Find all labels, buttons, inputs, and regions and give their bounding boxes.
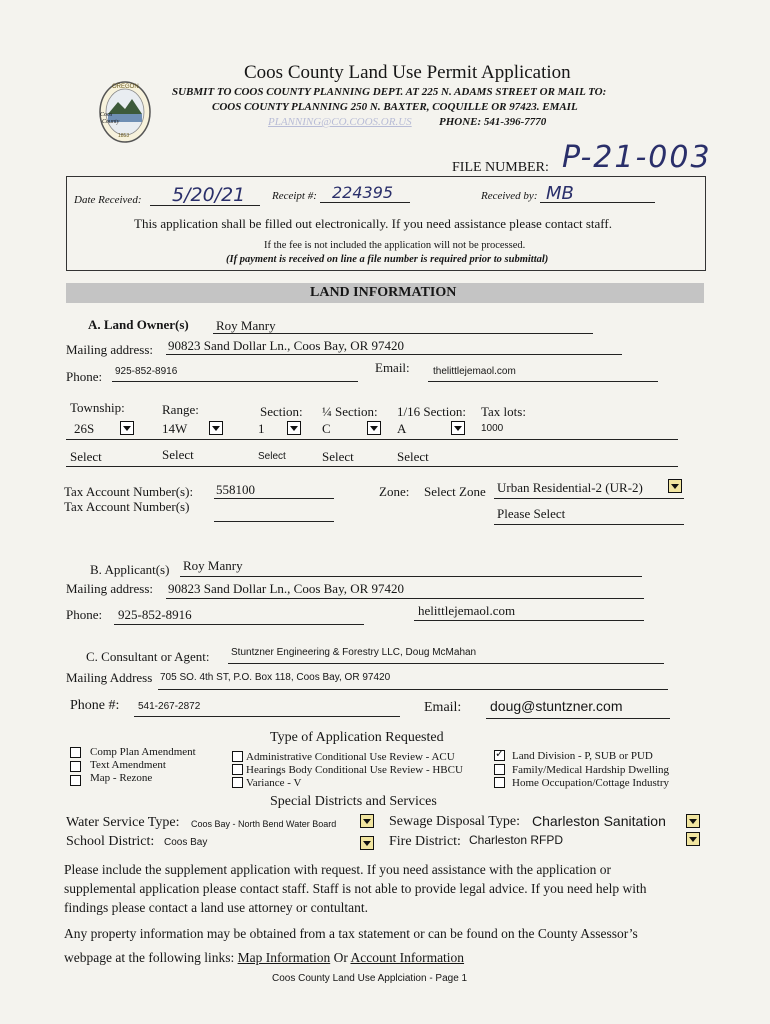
zone-please-select[interactable]: Please Select [497,506,566,521]
seal-mid-text-2: County [102,119,120,125]
map-rezone-label: Map - Rezone [90,772,153,784]
consultant-mailing-value[interactable]: 705 SO. 4th ST, P.O. Box 118, Coos Bay, OR 97420 [160,672,391,683]
zone-value[interactable]: Urban Residential-2 (UR-2) [497,480,643,495]
select-row-line [66,466,678,467]
seal-mid-text-1: Coos [100,112,113,118]
acu-label: Administrative Conditional Use Review - ACU [246,751,455,763]
applicant-name[interactable]: Roy Manry [183,558,243,573]
tax-account-line-2 [214,521,334,522]
phone-line: PHONE: 541-396-7770 [439,116,547,128]
consultant-email-label: Email: [424,700,462,715]
links-line [64,950,464,966]
variance-checkbox[interactable] [232,777,243,788]
applicant-mailing-value[interactable]: 90823 Sand Dollar Ln., Coos Bay, OR 97420 [168,581,405,596]
acu-checkbox[interactable] [232,751,243,762]
applicant-email-value[interactable]: helittlejemaol.com [418,603,516,618]
owner-email-value[interactable]: thelittlejemaol.com [433,366,516,377]
owner-mailing-value[interactable]: 90823 Sand Dollar Ln., Coos Bay, OR 97420 [168,338,405,353]
fire-district-dropdown[interactable] [686,832,700,846]
submit-line-1: SUBMIT TO COOS COUNTY PLANNING DEPT. AT 225 N. ADAMS STREET OR MAIL TO: [172,86,607,98]
tax-account-label-1: Tax Account Number(s): [64,484,194,499]
location-row-line [66,439,678,440]
account-information-link[interactable]: Account Information [350,950,465,965]
range-value[interactable]: 14W [162,421,188,436]
page-title: Coos County Land Use Permit Application [244,62,571,83]
quarter-section-dropdown[interactable] [367,421,381,435]
checkmark-icon: ✓ [495,747,505,760]
fee-note: If the fee is not included the application will not be processed. [264,240,526,251]
owner-email-label: Email: [375,360,410,375]
map-rezone-checkbox[interactable] [70,775,81,786]
sewage-label: Sewage Disposal Type: [389,814,520,829]
land-owner-name[interactable]: Roy Manry [216,318,276,333]
tax-lots-label: Tax lots: [481,404,526,419]
school-district-label: School District: [66,834,155,849]
range-label: Range: [162,402,199,417]
land-division-checkbox[interactable] [494,747,505,761]
zone-dropdown[interactable] [668,479,682,493]
hbcu-checkbox[interactable] [232,764,243,775]
map-information-link[interactable]: Map Information [237,950,331,965]
received-by-label: Received by: [481,190,538,202]
consultant-phone-label: Phone #: [70,698,120,713]
zone-please-line [494,524,684,525]
sewage-value[interactable]: Charleston Sanitation [532,813,666,829]
file-number-value: P-21-003 [562,140,712,175]
consultant-mailing-label: Mailing Address [66,670,153,685]
applicant-email-line [414,620,644,621]
sixteenth-section-value[interactable]: A [397,421,407,436]
zone-value-line [494,498,684,499]
owner-mailing-label: Mailing address: [66,342,154,357]
fire-district-value[interactable]: Charleston RFPD [469,833,564,847]
receipt-value: 224395 [332,183,394,202]
file-number-label: FILE NUMBER: [452,160,549,175]
water-service-label: Water Service Type: [66,815,180,830]
electronic-notice: This application shall be filled out electronically. If you need assistance please contact staff. [134,216,612,231]
applicant-label: B. Applicant(s) [90,562,170,577]
text-amendment-checkbox[interactable] [70,761,81,772]
county-seal [98,80,152,144]
applicant-mailing-line [166,598,644,599]
hardship-dwelling-label: Family/Medical Hardship Dwelling [512,764,670,776]
applicant-phone-value[interactable]: 925-852-8916 [118,607,192,622]
consultant-email-value[interactable]: doug@stuntzner.com [490,698,623,714]
receipt-label: Receipt #: [272,190,317,202]
owner-email-line [428,381,658,382]
sixteenth-section-label: 1/16 Section: [397,404,466,419]
section-label: Section: [260,404,303,419]
page-footer: Coos County Land Use Applciation - Page 1 [272,973,468,984]
consultant-phone-value[interactable]: 541-267-2872 [138,701,201,712]
home-occupation-label: Home Occupation/Cottage Industry [512,777,670,789]
water-service-value[interactable]: Coos Bay - North Bend Water Board [191,819,337,829]
seal-bottom-text: 1853 [118,133,130,139]
submit-line-2: COOS COUNTY PLANNING 250 N. BAXTER, COQUILLE OR 97423. EMAIL [212,101,578,113]
home-occupation-checkbox[interactable] [494,777,505,788]
text-amendment-label: Text Amendment [90,759,166,771]
select-township[interactable]: Select [70,449,102,464]
section-value[interactable]: 1 [258,421,265,436]
owner-phone-value[interactable]: 925-852-8916 [115,366,178,377]
comp-plan-checkbox[interactable] [70,747,81,758]
consultant-name[interactable]: Stuntzner Engineering & Forestry LLC, Doug McMahan [231,647,477,658]
select-zone-label: Select Zone [424,484,486,499]
hbcu-label: Hearings Body Conditional Use Review - HBCU [246,764,463,776]
land-division-label: Land Division - P, SUB or PUD [512,750,653,762]
links-or: Or [333,950,348,965]
date-received-label: Date Received: [74,194,142,206]
consultant-phone-line [134,716,400,717]
tax-account-line-1 [214,498,334,499]
hardship-dwelling-checkbox[interactable] [494,764,505,775]
property-info-line: Any property information may be obtained from a tax statement or can be found on the County Assessor’s [64,926,638,941]
applicant-name-line [180,576,642,577]
application-type-title: Type of Application Requested [270,730,444,745]
instructions-paragraph: Please include the supplement application with request. If you need assistance with the application or supplemental application please contact staff. Staff is not able to provide legal advice. If you need help with findings please contact a land use attorney or contultant. [64,862,647,915]
school-district-value[interactable]: Coos Bay [164,837,208,848]
range-dropdown[interactable] [209,421,223,435]
links-prefix: webpage at the following links: [64,950,235,965]
school-district-dropdown[interactable] [360,836,374,850]
select-section[interactable]: Select [258,451,286,462]
applicant-mailing-label: Mailing address: [66,581,154,596]
township-value[interactable]: 26S [74,421,95,436]
consultant-email-line [486,718,670,719]
seal-top-text: OREGON [112,84,139,90]
special-districts-title: Special Districts and Services [270,794,437,809]
payment-note: (If payment is received on line a file number is required prior to submittal) [226,254,549,265]
consultant-name-line [228,663,664,664]
date-received-value: 5/20/21 [172,184,246,206]
owner-phone-label: Phone: [66,369,103,384]
quarter-section-value[interactable]: C [322,421,331,436]
email-link[interactable]: PLANNING@CO.COOS.OR.US [268,116,412,128]
variance-label: Variance - V [246,777,302,789]
land-owner-label: A. Land Owner(s) [88,317,189,332]
section-dropdown[interactable] [287,421,301,435]
select-sixteenth[interactable]: Select [397,449,429,464]
select-range[interactable]: Select [162,447,194,462]
water-service-dropdown[interactable] [360,814,374,828]
zone-label: Zone: [379,484,410,499]
township-label: Township: [70,400,125,415]
fire-district-label: Fire District: [389,834,461,849]
received-by-value: MB [546,183,574,204]
select-quarter[interactable]: Select [322,449,354,464]
applicant-phone-line [114,624,364,625]
comp-plan-label: Comp Plan Amendment [90,746,196,758]
receipt-line [320,202,410,203]
section-title: LAND INFORMATION [310,285,457,300]
consultant-label: C. Consultant or Agent: [86,649,210,664]
consultant-mailing-line [158,689,668,690]
tax-lots-value[interactable]: 1000 [481,423,504,434]
quarter-section-label: ¼ Section: [322,404,378,419]
sewage-dropdown[interactable] [686,814,700,828]
township-dropdown[interactable] [120,421,134,435]
owner-phone-line [112,381,358,382]
tax-account-value-1[interactable]: 558100 [216,482,255,497]
applicant-phone-label: Phone: [66,607,103,622]
tax-account-label-2: Tax Account Number(s) [64,499,190,514]
sixteenth-section-dropdown[interactable] [451,421,465,435]
owner-mailing-line [166,354,622,355]
